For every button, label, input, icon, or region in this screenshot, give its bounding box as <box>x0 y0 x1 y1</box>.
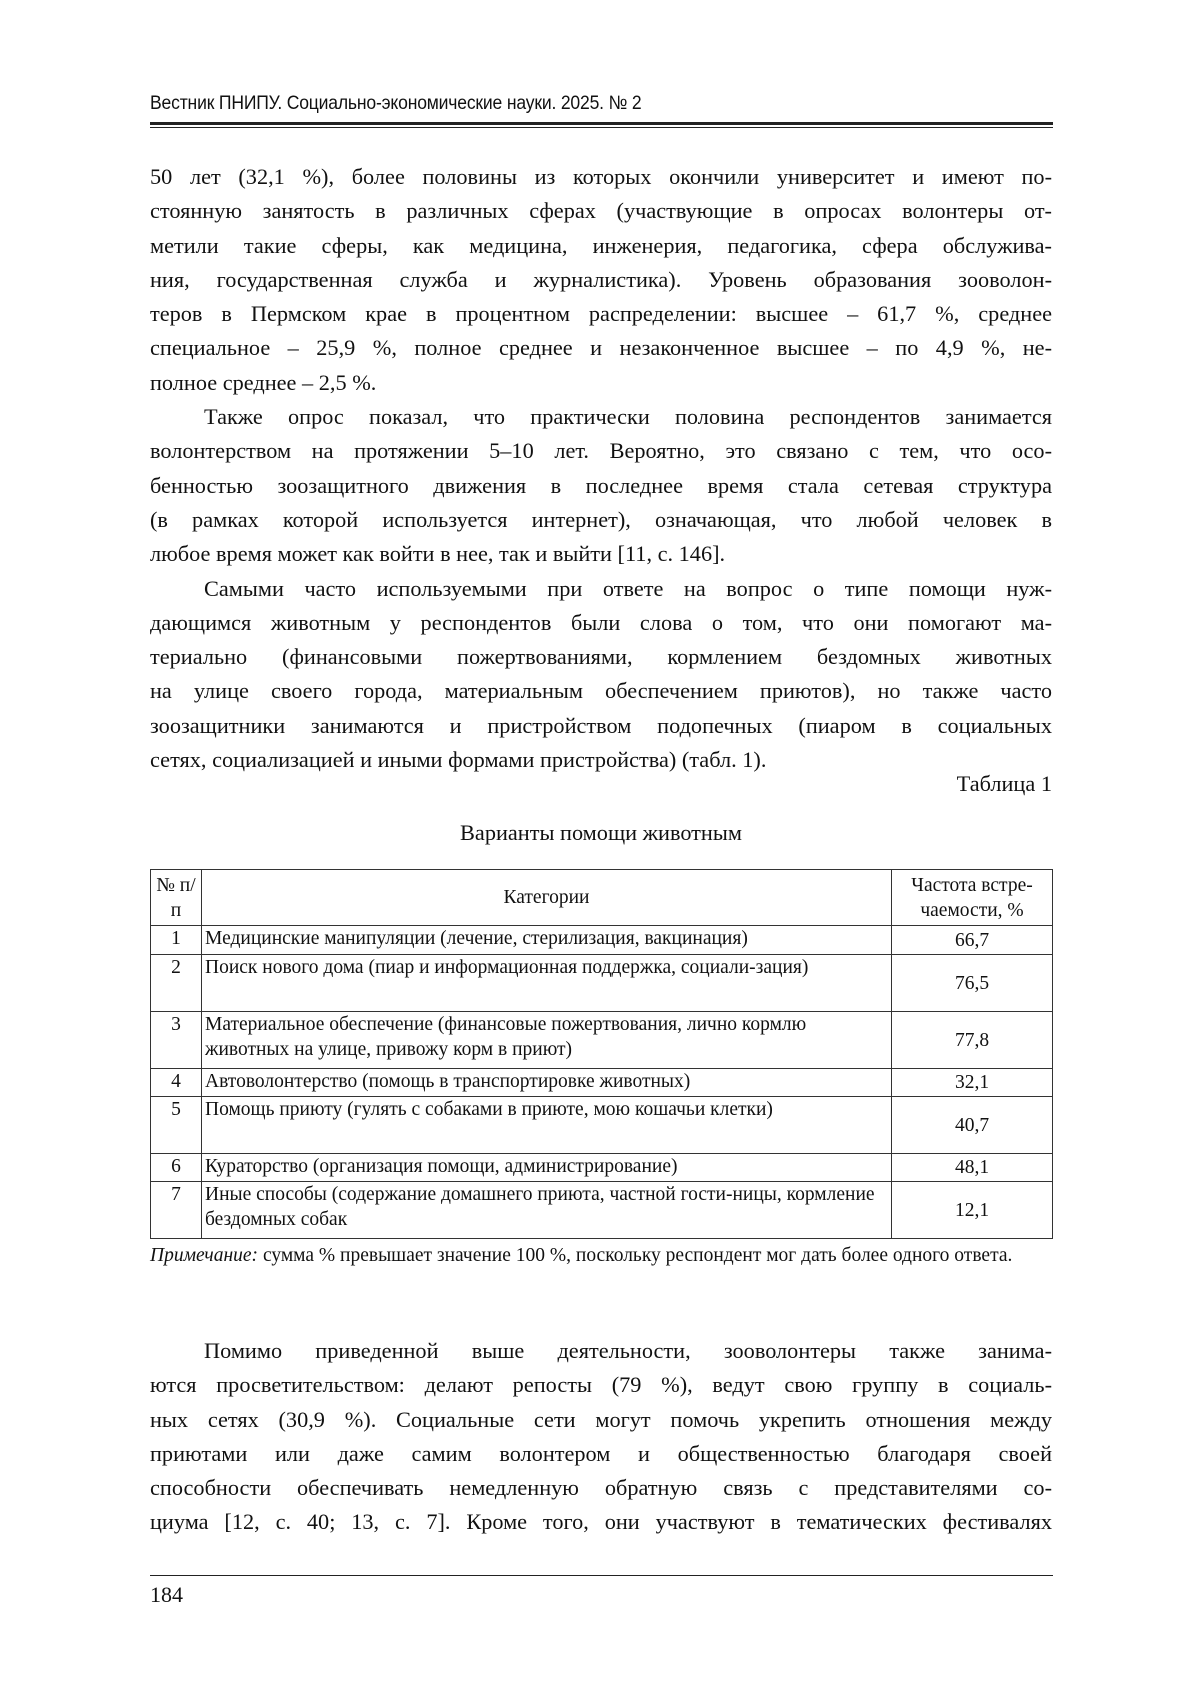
table-title: Варианты помощи животным <box>460 820 742 845</box>
paragraph-line: ются просветительством: делают репосты (79 %), ведут свою группу в социаль- <box>150 1372 1052 1398</box>
paragraph-line: способности обеспечивать немедленную обратную связь с представителями со- <box>150 1475 1052 1501</box>
cell-category: Поиск нового дома (пиар и информационная поддержка, социали-зация) <box>202 955 892 1012</box>
paragraph-line: теров в Пермском крае в процентном распределении: высшее – 61,7 %, среднее <box>150 301 1052 327</box>
paragraph-line: на улице своего города, материальным обеспечением приютов), но также часто <box>150 678 1052 704</box>
table-row <box>151 1069 1053 1097</box>
header-num: № п/п <box>151 870 202 926</box>
cell-freq: 76,5 <box>892 955 1053 1012</box>
paragraph-line: полное среднее – 2,5 %. <box>150 369 377 395</box>
cell-num: 4 <box>151 1069 202 1097</box>
paragraph-line: стоянную занятость в различных сферах (участвующие в опросах волонтеры от- <box>150 198 1052 224</box>
cell-freq: 40,7 <box>892 1097 1053 1154</box>
paragraph-line: зоозащитники занимаются и пристройством подопечных (пиаром в социальных <box>150 712 1052 738</box>
cell-freq: 77,8 <box>892 1012 1053 1069</box>
cell-category: Медицинские манипуляции (лечение, стерилизация, вакцинация) <box>202 926 892 955</box>
paragraph-line: ния, государственная служба и журналистика). Уровень образования зооволон- <box>150 266 1052 292</box>
header-category: Категории <box>202 870 892 926</box>
paragraph-line: сетях, социализацией и иными формами пристройства) (табл. 1). <box>150 747 767 773</box>
paragraph-line: любое время может как войти в нее, так и выйти [11, с. 146]. <box>150 541 726 567</box>
paragraph-line: специальное – 25,9 %, полное среднее и незаконченное высшее – по 4,9 %, не- <box>150 335 1052 361</box>
paragraph-line: приютами или даже самим волонтером и общественностью благодаря своей <box>150 1440 1052 1466</box>
note-label: Примечание: <box>150 1245 259 1266</box>
header-frequency: Частота встре-чаемости, % <box>892 870 1053 926</box>
cell-num: 1 <box>151 926 202 955</box>
cell-num: 7 <box>151 1182 202 1239</box>
footer-rule <box>150 1575 1053 1576</box>
cell-freq: 66,7 <box>892 926 1053 955</box>
paragraph-line: метили такие сферы, как медицина, инженерия, педагогика, сфера обслужива- <box>150 232 1052 258</box>
paragraph-line: Также опрос показал, что практически половина респондентов занимается <box>204 404 1052 430</box>
table-row <box>151 1012 1053 1069</box>
note-text: сумма % превышает значение 100 %, поскольку респондент мог дать более одного ответа. <box>262 1245 1013 1266</box>
table-row <box>151 1097 1053 1154</box>
table-row <box>151 1182 1053 1239</box>
table-header-row <box>151 870 1053 926</box>
cell-num: 5 <box>151 1097 202 1154</box>
paragraph-line: бенностью зоозащитного движения в последнее время стала сетевая структура <box>150 472 1052 498</box>
body-text-top <box>150 160 1052 777</box>
cell-freq: 48,1 <box>892 1154 1053 1182</box>
paragraph-line: ных сетях (30,9 %). Социальные сети могут помочь укрепить отношения между <box>150 1406 1052 1432</box>
paragraph-line: (в рамках которой используется интернет), означающая, что любой человек в <box>150 506 1052 532</box>
table-row <box>151 926 1053 955</box>
header-rule <box>150 122 1053 128</box>
paragraph-line: дающимся животным у респондентов были слова о том, что они помогают ма- <box>150 609 1052 635</box>
cell-freq: 32,1 <box>892 1069 1053 1097</box>
table-note <box>150 1240 1053 1272</box>
paragraph-line: Помимо приведенной выше деятельности, зооволонтеры также занима- <box>204 1338 1052 1363</box>
running-header: Вестник ПНИПУ. Социально-экономические науки. 2025. № 2 <box>150 92 642 114</box>
help-options-table <box>150 869 1053 1239</box>
paragraph-line: циума [12, с. 40; 13, с. 7]. Кроме того, они участвуют в тематических фестивалях <box>150 1509 1052 1535</box>
paragraph-line: териально (финансовыми пожертвованиями, кормлением бездомных животных <box>150 644 1052 670</box>
table-row <box>151 1154 1053 1182</box>
paragraph-line: 50 лет (32,1 %), более половины из которых окончили университет и имеют по- <box>150 164 1052 189</box>
paragraph-line: Самыми часто используемыми при ответе на вопрос о типе помощи нуж- <box>204 575 1052 601</box>
paragraph-line: волонтерством на протяжении 5–10 лет. Вероятно, это связано с тем, что осо- <box>150 438 1052 464</box>
cell-category: Кураторство (организация помощи, администрирование) <box>202 1154 892 1182</box>
cell-category: Автоволонтерство (помощь в транспортировке животных) <box>202 1069 892 1097</box>
table-label: Таблица 1 <box>956 771 1052 796</box>
cell-category: Иные способы (содержание домашнего приюта, частной гости-ницы, кормление бездомных собак <box>202 1182 892 1239</box>
cell-num: 2 <box>151 955 202 1012</box>
cell-category: Помощь приюту (гулять с собаками в приюте, мою кошачьи клетки) <box>202 1097 892 1154</box>
body-text-bottom <box>150 1334 1052 1540</box>
page-number: 184 <box>150 1582 183 1607</box>
cell-category: Материальное обеспечение (финансовые пожертвования, лично кормлю животных на улице, привожу корм в приют) <box>202 1012 892 1069</box>
cell-freq: 12,1 <box>892 1182 1053 1239</box>
cell-num: 3 <box>151 1012 202 1069</box>
table-row <box>151 955 1053 1012</box>
cell-num: 6 <box>151 1154 202 1182</box>
